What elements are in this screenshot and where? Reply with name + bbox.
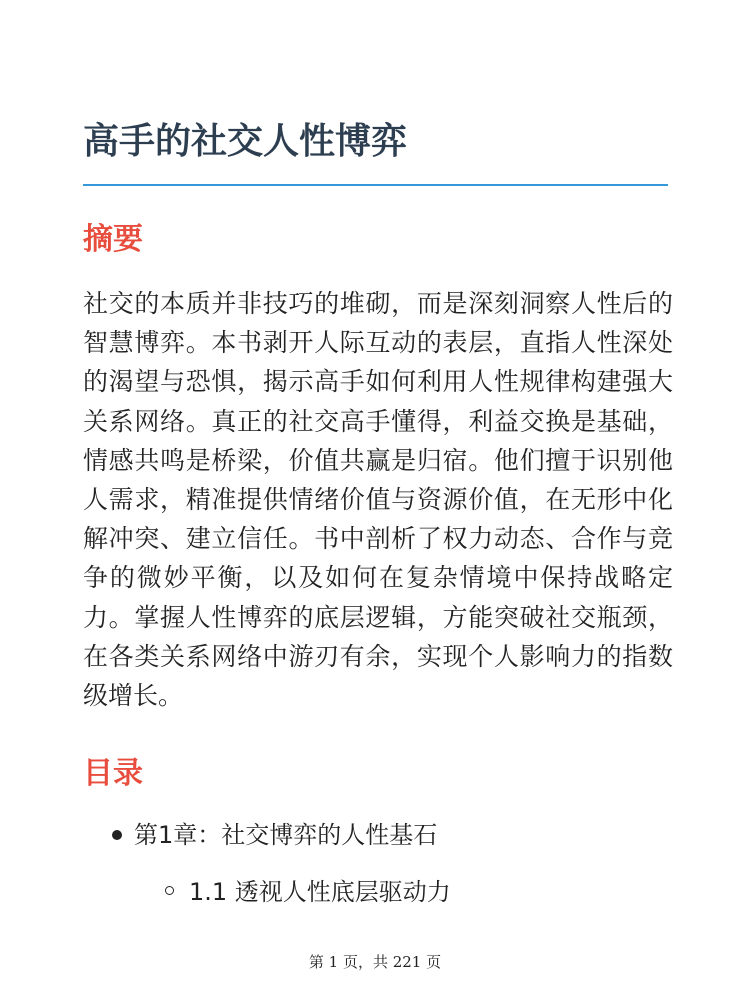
title-divider [83, 184, 668, 186]
bullet-circle-icon [165, 886, 174, 895]
abstract-heading: 摘要 [83, 222, 143, 257]
page-number-footer: 第 1 页，共 221 页 [308, 953, 442, 971]
toc-item-section-1-1: 1.1 透视人性底层驱动力 [189, 878, 451, 906]
toc-heading: 目录 [83, 756, 143, 791]
bullet-disc-icon [112, 830, 122, 840]
toc-item-chapter-1: 第1章：社交博弈的人性基石 [134, 821, 438, 849]
abstract-body: 社交的本质并非技巧的堆砌，而是深刻洞察人性后的智慧博弈。本书剥开人际互动的表层，直指人性深处的渴望与恐惧，揭示高手如何利用人性规律构建强大关系网络。真正的社交高手懂得，利益交换是基础，情感共鸣是桥梁，价值共赢是归宿。他们擅于识别他人需求，精准提供情绪价值与资源价值，在无形中化解冲突、建立信任。书中剖析了权力动态、合作与竞争的微妙平衡，以及如何在复杂情境中保持战略定力。掌握人性博弈的底层逻辑，方能突破社交瓶颈，在各类关系网络中游刃有余，实现个人影响力的指数级增长。 [83, 289, 673, 711]
book-title: 高手的社交人性博弈 [83, 121, 408, 162]
